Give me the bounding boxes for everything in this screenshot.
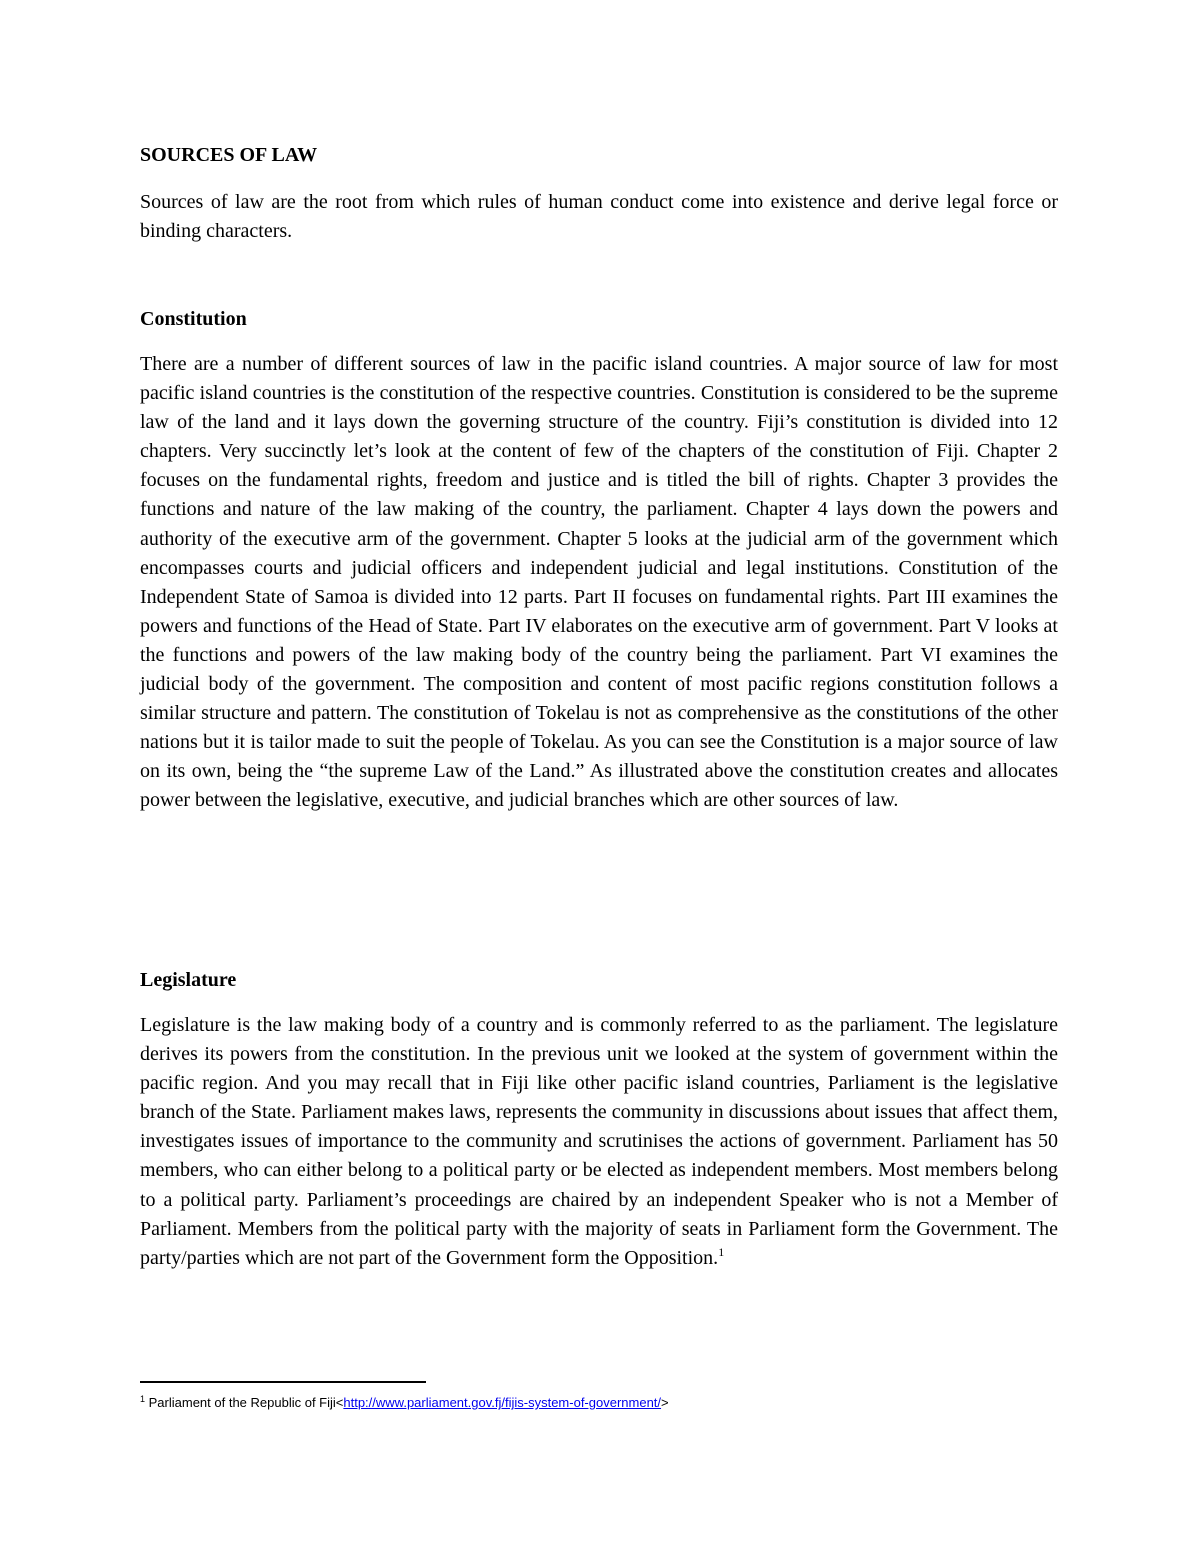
- document-title: SOURCES OF LAW: [140, 144, 318, 166]
- footnote-reference[interactable]: 1: [718, 1244, 725, 1259]
- footnote-link[interactable]: http://www.parliament.gov.fj/fijis-system-of-government/: [343, 1395, 662, 1410]
- footnote-suffix: >: [661, 1395, 669, 1410]
- section-body-constitution: There are a number of different sources of law in the pacific island countries. A major source of law for most pacific island countries is the constitution of the respective countries. Constitution is considered to be the supreme law of the land and it lays down the governing structure of the country. Fiji’s constitution is divided into 12 chapters. Very succinctly let’s look at the content of few of the chapters of the constitution of Fiji. Chapter 2 focuses on the fundamental rights, freedom and justice and is titled the bill of rights. Chapter 3 provides the functions and nature of the law making of the country, the parliament. Chapter 4 lays down the powers and authority of the executive arm of the government. Chapter 5 looks at the judicial arm of the government which encompasses courts and judicial officers and independent judicial and legal institutions. Constitution of the Independent State of Samoa is divided into 12 parts. Part II focuses on fundamental rights. Part III examines the powers and functions of the Head of State. Part IV elaborates on the executive arm of government. Part V looks at the functions and powers of the law making body of the country being the parliament. Part VI examines the judicial body of the government. The composition and content of most pacific regions constitution follows a similar structure and pattern. The constitution of Tokelau is not as comprehensive as the constitutions of the other nations but it is tailor made to suit the people of Tokelau. As you can see the Constitution is a major source of law on its own, being the “the supreme Law of the Land.” As illustrated above the constitution creates and allocates power between the legislative, executive, and judicial branches which are other sources of law.: [140, 353, 1058, 812]
- section-body-legislature: [140, 1011, 1058, 1273]
- section-heading-constitution: Constitution: [140, 308, 247, 330]
- intro-paragraph: Sources of law are the root from which rules of human conduct come into existence and derive legal force or binding characters.: [140, 191, 1058, 243]
- legislature-body-text: Legislature is the law making body of a country and is commonly referred to as the parliament. The legislature derives its powers from the constitution. In the previous unit we looked at the system of government within the pacific region. And you may recall that in Fiji like other pacific island countries, Parliament is the legislative branch of the State. Parliament makes laws, represents the community in discussions about issues that affect them, investigates issues of importance to the community and scrutinises the actions of government. Parliament has 50 members, who can either belong to a political party or be elected as independent members. Most members belong to a political party. Parliament’s proceedings are chaired by an independent Speaker who is not a Member of Parliament. Members from the political party with the majority of seats in Parliament form the Government. The party/parties which are not part of the Government form the Opposition.: [140, 1014, 1058, 1269]
- footnote: [140, 1394, 669, 1412]
- footnote-number: 1: [140, 1394, 146, 1404]
- footnote-separator: [140, 1381, 426, 1383]
- footnote-text: Parliament of the Republic of Fiji<: [148, 1395, 344, 1410]
- section-heading-legislature: Legislature: [140, 969, 237, 991]
